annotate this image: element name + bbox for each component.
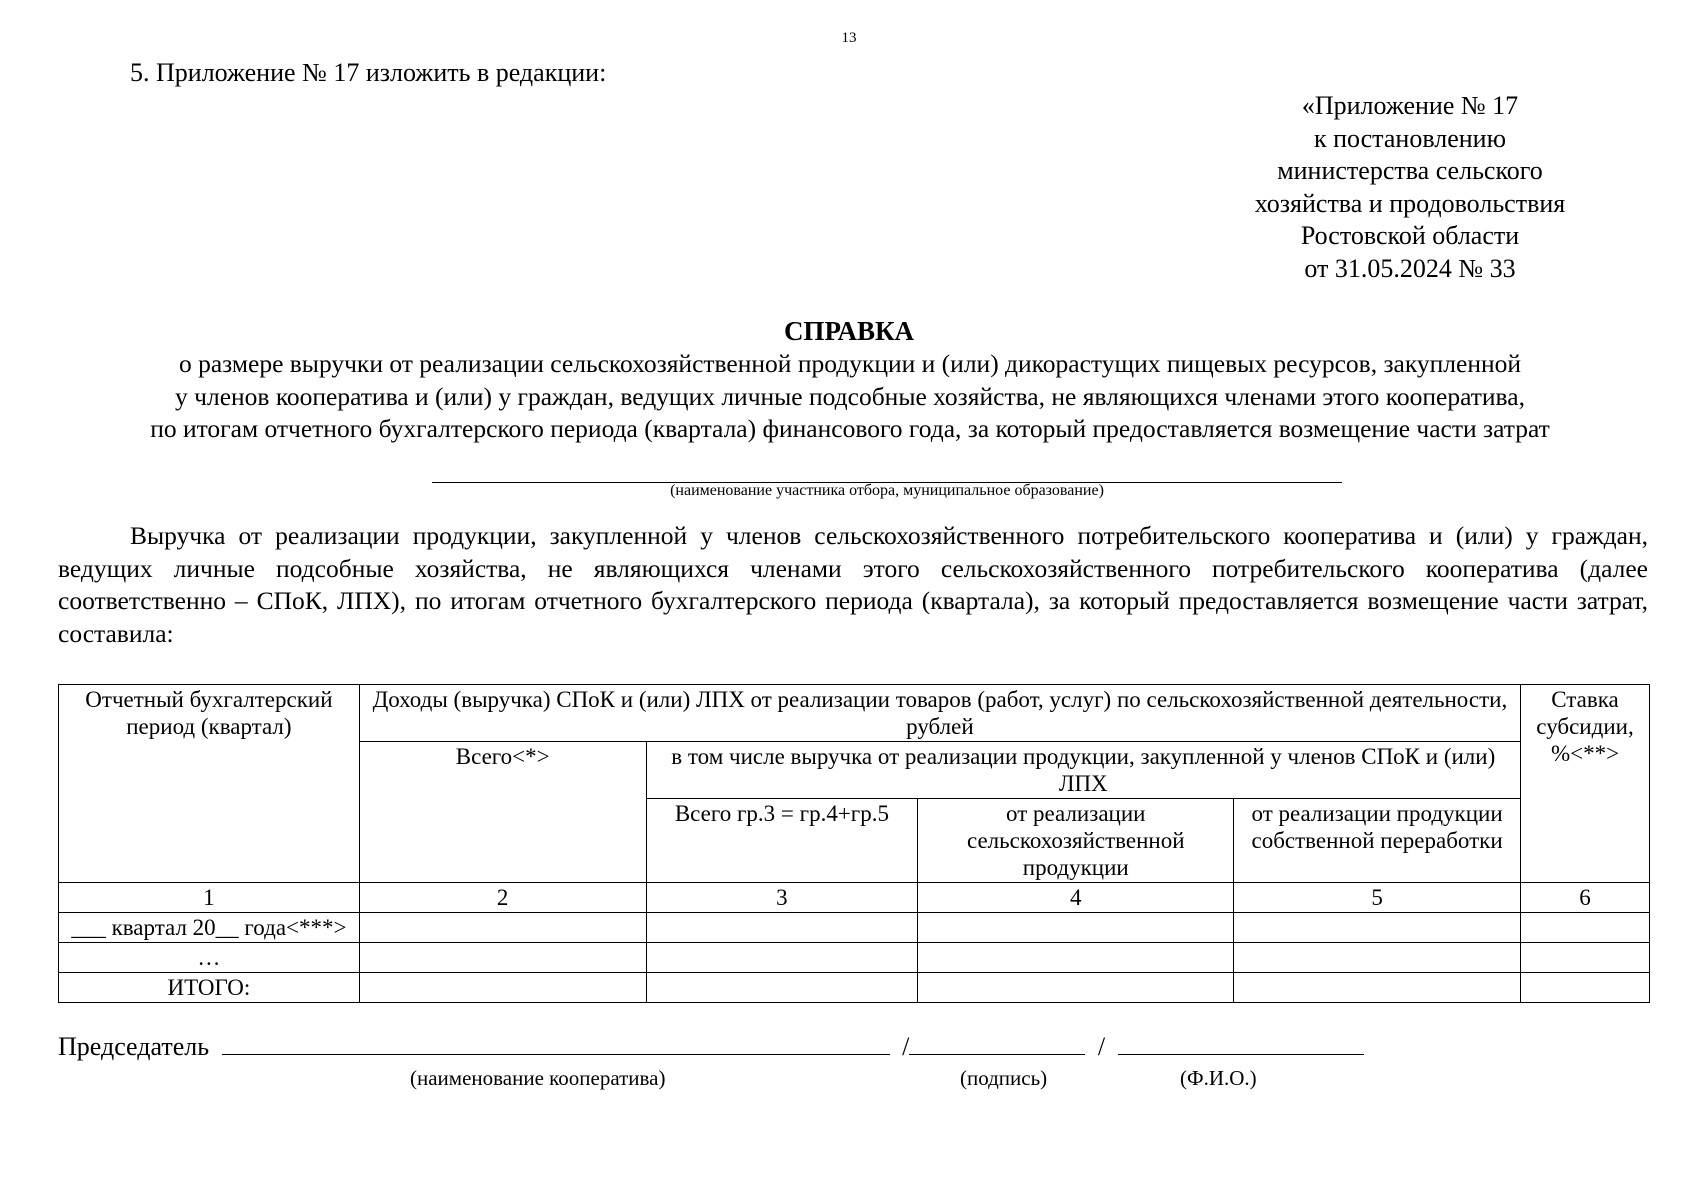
- chairman-label: Председатель: [58, 1032, 210, 1061]
- subtitle-line: о размере выручки от реализации сельскохозяйственной продукции и (или) дикорастущих пищевых ресурсов, закупленной: [178, 349, 1522, 378]
- header-subsidy-rate: Ставка субсидии, %<**>: [1520, 685, 1649, 883]
- table-cell[interactable]: [359, 943, 646, 973]
- table-cell[interactable]: [1520, 973, 1649, 1003]
- appendix-line: министерства сельского: [1277, 156, 1543, 185]
- table-cell[interactable]: [1520, 943, 1649, 973]
- header-period: Отчетный бухгалтерский период (квартал): [59, 685, 360, 883]
- intro-line: 5. Приложение № 17 изложить в редакции:: [130, 58, 607, 87]
- appendix-line: «Приложение № 17: [1301, 91, 1519, 120]
- appendix-line: хозяйства и продовольствия: [1254, 188, 1566, 218]
- row-label: ИТОГО:: [59, 973, 360, 1003]
- table-cell[interactable]: [359, 973, 646, 1003]
- header-including: в том числе выручка от реализации продукции, закупленной у членов СПоК и (или) ЛПХ: [646, 742, 1520, 799]
- separator: /: [902, 1032, 910, 1061]
- header-total: Всего<*>: [359, 742, 646, 883]
- body-paragraph: Выручка от реализации продукции, закупленной у членов сельскохозяйственного потребительского кооператива и (или) у граждан, ведущих личные подсобные хозяйства, не являющихся членами этого сельскохозяйственного потребительского кооператива (далее соответственно – СПоК, ЛПХ), по итогам отчетного бухгалтерского периода (квартала), за который предоставляется возмещение части затрат, составила:: [58, 521, 1648, 648]
- table-cell[interactable]: [918, 973, 1234, 1003]
- table-cell[interactable]: [646, 973, 918, 1003]
- subtitle-line: у членов кооператива и (или) у граждан, ведущих личные подсобные хозяйства, не являющихся членами этого кооператива,: [175, 381, 1525, 411]
- caption-cooperative: (наименование кооператива): [410, 1066, 666, 1090]
- table-cell[interactable]: [1234, 943, 1521, 973]
- column-number: 2: [359, 883, 646, 913]
- appendix-line: Ростовской области: [1300, 221, 1520, 250]
- row-label: …: [59, 943, 360, 973]
- appendix-line: от 31.05.2024 № 33: [1304, 253, 1516, 283]
- column-number: 3: [646, 883, 918, 913]
- table-cell[interactable]: [1234, 913, 1521, 943]
- column-number: 1: [59, 883, 360, 913]
- header-sub-own-processing: от реализации продукции собственной переработки: [1234, 799, 1521, 883]
- appendix-line: к постановлению: [1313, 123, 1507, 153]
- column-number: 4: [918, 883, 1234, 913]
- full-name-line[interactable]: [1118, 1032, 1364, 1055]
- cooperative-name-line[interactable]: [222, 1032, 890, 1055]
- signature-line[interactable]: [909, 1032, 1085, 1055]
- table-cell[interactable]: [646, 943, 918, 973]
- table-cell[interactable]: [918, 913, 1234, 943]
- document-title: СПРАВКА: [783, 316, 915, 346]
- caption-full-name: (Ф.И.О.): [1180, 1066, 1257, 1090]
- column-number: 5: [1234, 883, 1521, 913]
- header-sub-agricultural: от реализации сельскохозяйственной продукции: [918, 799, 1234, 883]
- caption-signature: (подпись): [960, 1066, 1048, 1090]
- subtitle-line: по итогам отчетного бухгалтерского периода (квартала) финансового года, за который предоставляется возмещение части затрат: [150, 414, 1550, 443]
- table-row-total: [59, 973, 1650, 1003]
- column-number: 6: [1520, 883, 1649, 913]
- revenue-table: [58, 684, 1650, 1003]
- row-label: ___ квартал 20__ года<***>: [59, 913, 360, 943]
- participant-caption: (наименование участника отбора, муниципальное образование): [670, 482, 1104, 499]
- table-cell[interactable]: [1520, 913, 1649, 943]
- header-income: Доходы (выручка) СПоК и (или) ЛПХ от реализации товаров (работ, услуг) по сельскохозяйственной деятельности, рублей: [359, 685, 1520, 742]
- header-sub-total: Всего гр.3 = гр.4+гр.5: [646, 799, 918, 883]
- appendix-header: [1180, 90, 1640, 285]
- signature-row: [58, 1032, 1364, 1062]
- page-number: 13: [841, 30, 857, 46]
- table-cell[interactable]: [359, 913, 646, 943]
- document-subtitle: [55, 348, 1645, 446]
- table-row: [59, 943, 1650, 973]
- table-row: [59, 913, 1650, 943]
- table-cell[interactable]: [646, 913, 918, 943]
- table-cell[interactable]: [1234, 973, 1521, 1003]
- participant-blank-line[interactable]: [432, 462, 1342, 483]
- separator: /: [1097, 1032, 1106, 1061]
- table-cell[interactable]: [918, 943, 1234, 973]
